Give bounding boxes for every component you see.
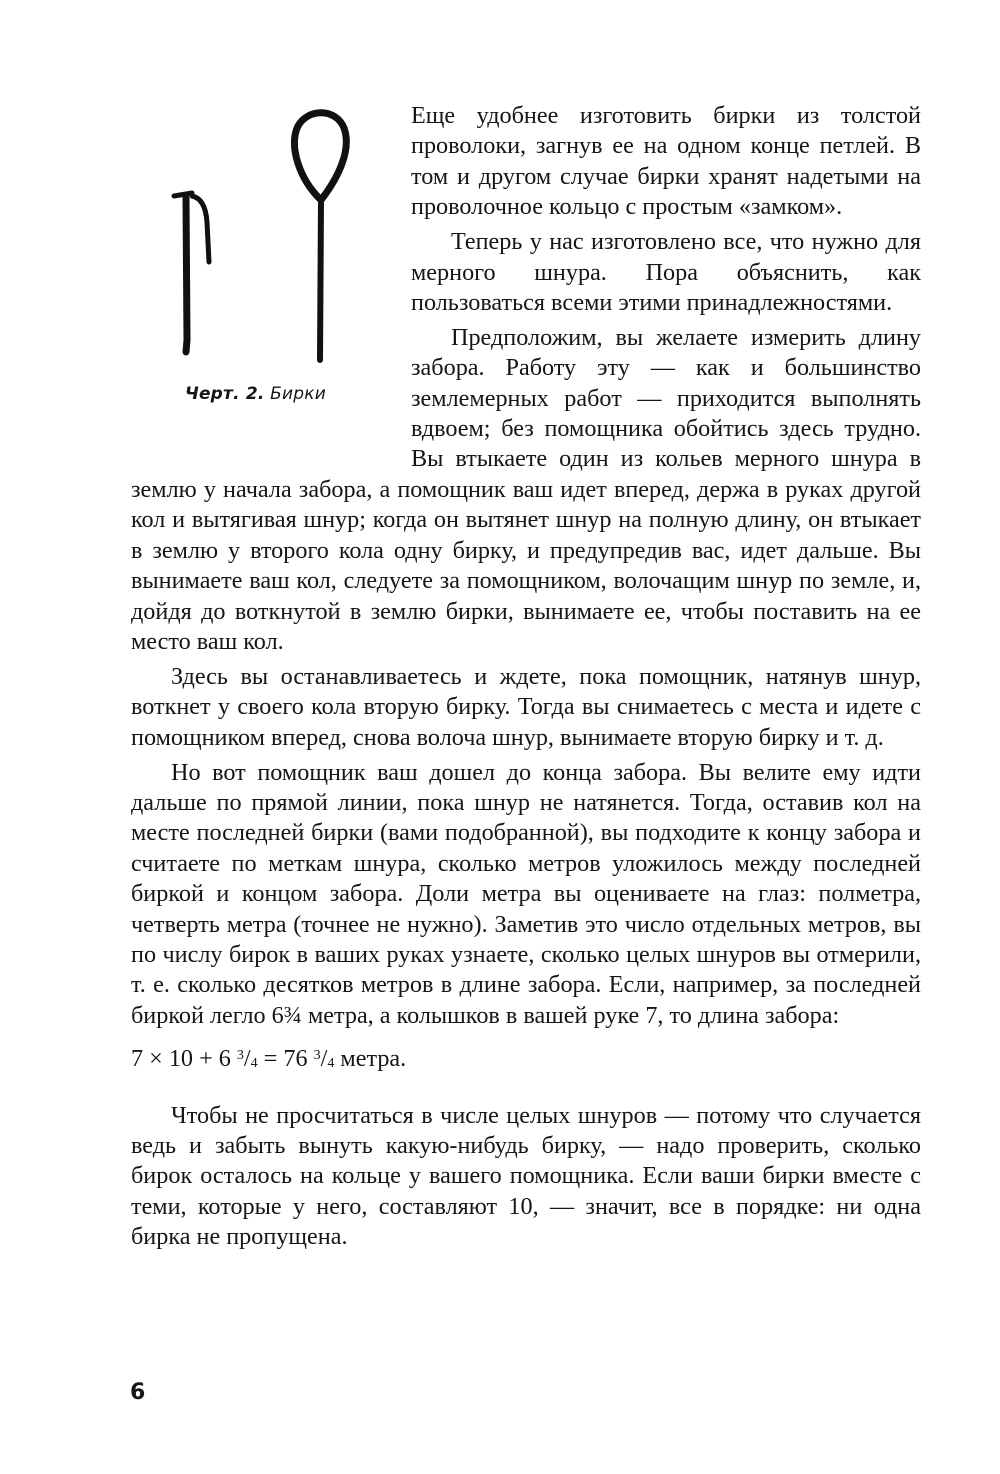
fraction-2-denominator: 4: [327, 1056, 335, 1072]
paragraph-6: Чтобы не просчитаться в числе целых шнуров — потому что случается ведь и забыть вынуть какую-нибудь бирку, — надо проверить, сколько бирок осталось на кольце у вашего помощника. Если ваши бирки вместе с теми, которые у него, составляют 10, — значит, все в порядке: ни одна бирка не пропущена.: [131, 1101, 921, 1251]
caption-label: Черт. 2.: [185, 384, 265, 404]
figure-float-space: [131, 101, 411, 445]
paragraph-3: Предположим, вы желаете измерить длину забора. Работу эту — как и большинство землемерных работ — приходится выполнять вдвоем; без помощника обойтись здесь трудно. Вы втыкаете один из кольев мерного шнура в землю у начала забора, а помощник ваш идет вперед, держа в руках другой кол и вытягивая шнур; когда он вытянет шнур на полную длину, он втыкает в землю у второго кола одну бирку, и предупредив вас, идет дальше. Вы вынимаете ваш кол, следуете за помощником, волочащим шнур по земле, и, дойдя до воткнутой в землю бирки, вынимаете ее, чтобы поставить на ее место ваш кол.: [131, 323, 921, 655]
formula-part-1: 7 × 10 + 6: [131, 1045, 237, 1073]
paragraph-4: Здесь вы останавливаетесь и ждете, пока помощник, натянув шнур, воткнет у своего кола вторую бирку. Тогда вы снимаетесь с места и идете с помощником вперед, снова волоча шнур, вынимаете вторую бирку и т. д.: [131, 662, 921, 751]
page-number: 6: [130, 1380, 146, 1405]
paragraph-1: Еще удобнее изготовить бирки из толстой проволоки, загнув ее на одном конце петлей. В том и другом случае бирки хранят надетыми на проволочное кольцо с простым «замком».: [411, 102, 921, 221]
fraction-1-denominator: 4: [250, 1056, 258, 1072]
paragraph-5: Но вот помощник ваш дошел до конца забора. Вы велите ему идти дальше по прямой линии, пока шнур не натянется. Тогда, оставив кол на месте последней бирки (вами подобранной), вы подходите к концу забора и считаете по меткам шнура, сколько метров уложилось между последней биркой и концом забора. Доли метра вы оцениваете на глаз: полметра, четверть метра (точнее не нужно). Заметив это число отдельных метров, вы по числу бирок в ваших руках узнаете, сколько целых шнуров вы отмерили, т. е. сколько десятков метров в длине забора. Если, например, за последней биркой легло 6¾ метра, а колышков в вашей руке 7, то длина забора:: [131, 758, 921, 1029]
formula-part-3: метра.: [334, 1045, 407, 1073]
body-text: [131, 101, 921, 1257]
caption-title: Бирки: [270, 384, 326, 404]
paragraph-2: Теперь у нас изготовлено все, что нужно для мерного шнура. Пора объяснить, как пользоваться всеми этими принадлежностями.: [411, 228, 921, 316]
fraction-2-numerator: 3: [313, 1048, 321, 1064]
formula: 7 × 10 + 6 $^3/_4 = 76$ $^3/_4$ метра.: [131, 1045, 407, 1073]
fraction-1-numerator: 3: [236, 1048, 244, 1064]
formula-part-2: = 76: [257, 1045, 314, 1073]
